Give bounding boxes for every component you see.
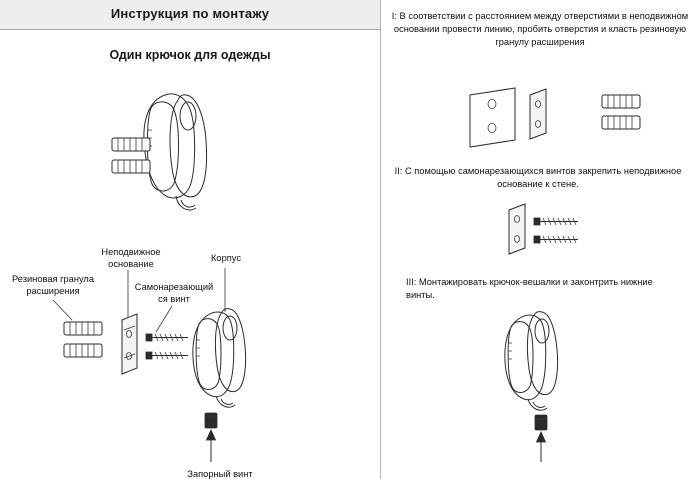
label-fixed-base: Неподвижное основание [101,247,161,269]
step-2-text: II: С помощью самонарезающихся винтов закрепить неподвижное основание к стене. [394,166,682,189]
fixed-base-plate-icon-exploded [122,314,137,374]
rubber-anchor-icon-group-exploded [64,322,102,357]
hook-assembly-top [144,94,207,210]
step-3-text: III: Монтажировать крючок-вешалки и законтрить нижние винты. [406,277,653,300]
label-self-tapping-screw: Самонарезающий ся винт [134,282,214,304]
label-body: Корпус [211,253,241,263]
label-locking-screw: Запорный винт [187,469,253,479]
step-1-drawing [470,88,640,147]
locking-screw-icon [205,413,217,428]
clothes-hook-icon-exploded [193,309,246,408]
step-1-text: I: В соответствии с расстоянием между отверстиями в неподвижном основании провести линию, пробить отверстия и класть резиновую гранулу расширения [391,11,689,47]
label-rubber-granule: Резиновая гранула расширения [11,274,95,296]
step-3-drawing [505,312,558,462]
rubber-anchor-icon-group-top [112,138,150,173]
page-title: Инструкция по монтажу [110,6,270,21]
page-subtitle: Один крючок для одежды [109,48,271,62]
arrow-up-icon [207,430,216,462]
step-2-drawing [509,204,578,254]
self-tapping-screw-icon-exploded [146,334,188,359]
